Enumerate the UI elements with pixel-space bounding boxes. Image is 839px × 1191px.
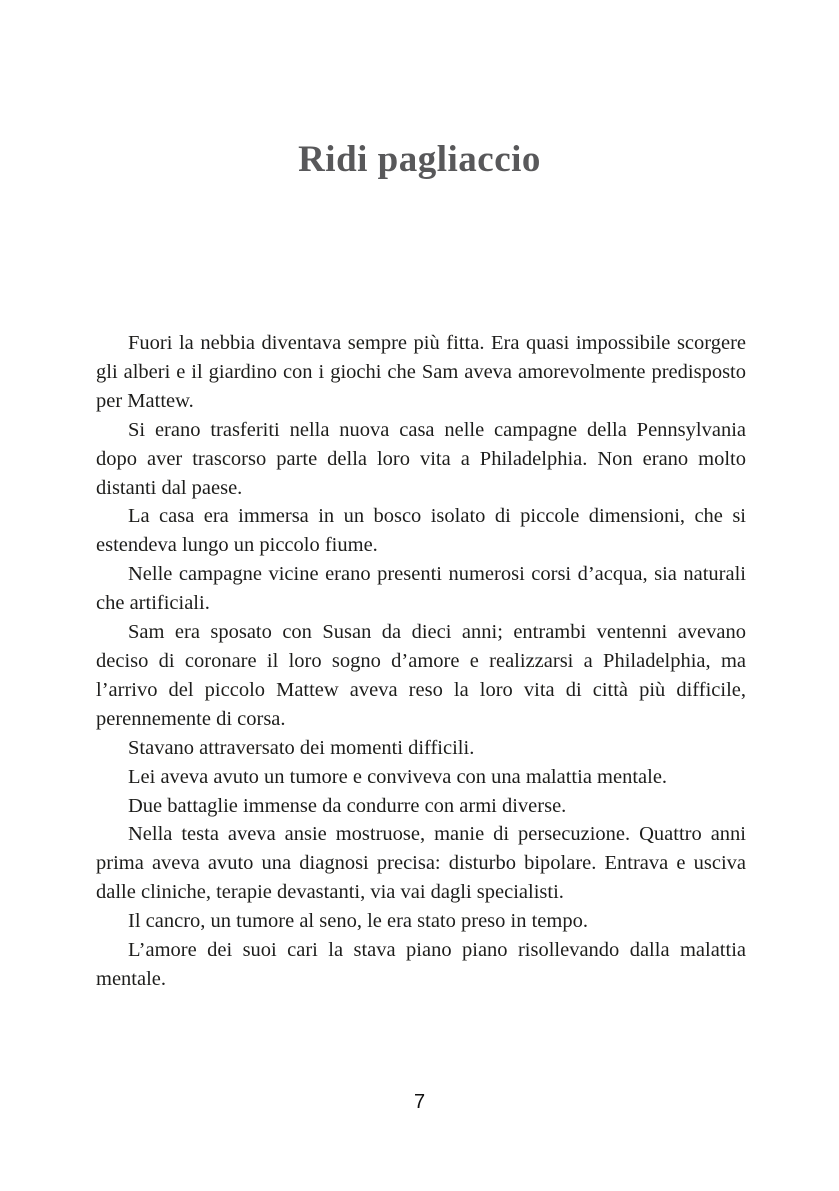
page-number: 7 [413,1091,426,1113]
paragraph: Si erano trasferiti nella nuova casa nelle campagne della Pennsylvania dopo aver trascorso parte della loro vita a Philadelphia. Non erano molto distanti dal paese. [96,418,746,499]
paragraph: Nelle campagne vicine erano presenti numerosi corsi d’acqua, sia naturali che artificiali. [96,563,746,615]
paragraph: Sam era sposato con Susan da dieci anni; entrambi ventenni avevano deciso di coronare il loro sogno d’amore e realizzarsi a Philadelphia, ma l’arrivo del piccolo Mattew aveva reso la loro vita di città più difficile, perennemente di corsa. [96,621,746,730]
paragraph: Il cancro, un tumore al seno, le era stato preso in tempo. [128,910,588,933]
chapter-title: Ridi pagliaccio [298,139,541,180]
paragraph: L’amore dei suoi cari la stava piano piano risollevando dalla malattia mentale. [96,939,746,990]
paragraph: Fuori la nebbia diventava sempre più fitta. Era quasi impossibile scorgere gli alberi e il giardino con i giochi che Sam aveva amorevolmente predisposto per Mattew. [96,332,746,412]
paragraph: La casa era immersa in un bosco isolato di piccole dimensioni, che si estendeva lungo un piccolo fiume. [96,505,746,557]
paragraph: Due battaglie immense da condurre con armi diverse. [128,794,567,817]
body-text [96,329,746,994]
paragraph: Nella testa aveva ansie mostruose, manie di persecuzione. Quattro anni prima aveva avuto una diagnosi precisa: disturbo bipolare. Entrava e usciva dalle cliniche, terapie devastanti, via vai dagli specialisti. [96,823,746,904]
paragraph: Lei aveva avuto un tumore e conviveva con una malattia mentale. [128,765,668,788]
paragraph: Stavano attraversato dei momenti difficili. [128,736,475,759]
